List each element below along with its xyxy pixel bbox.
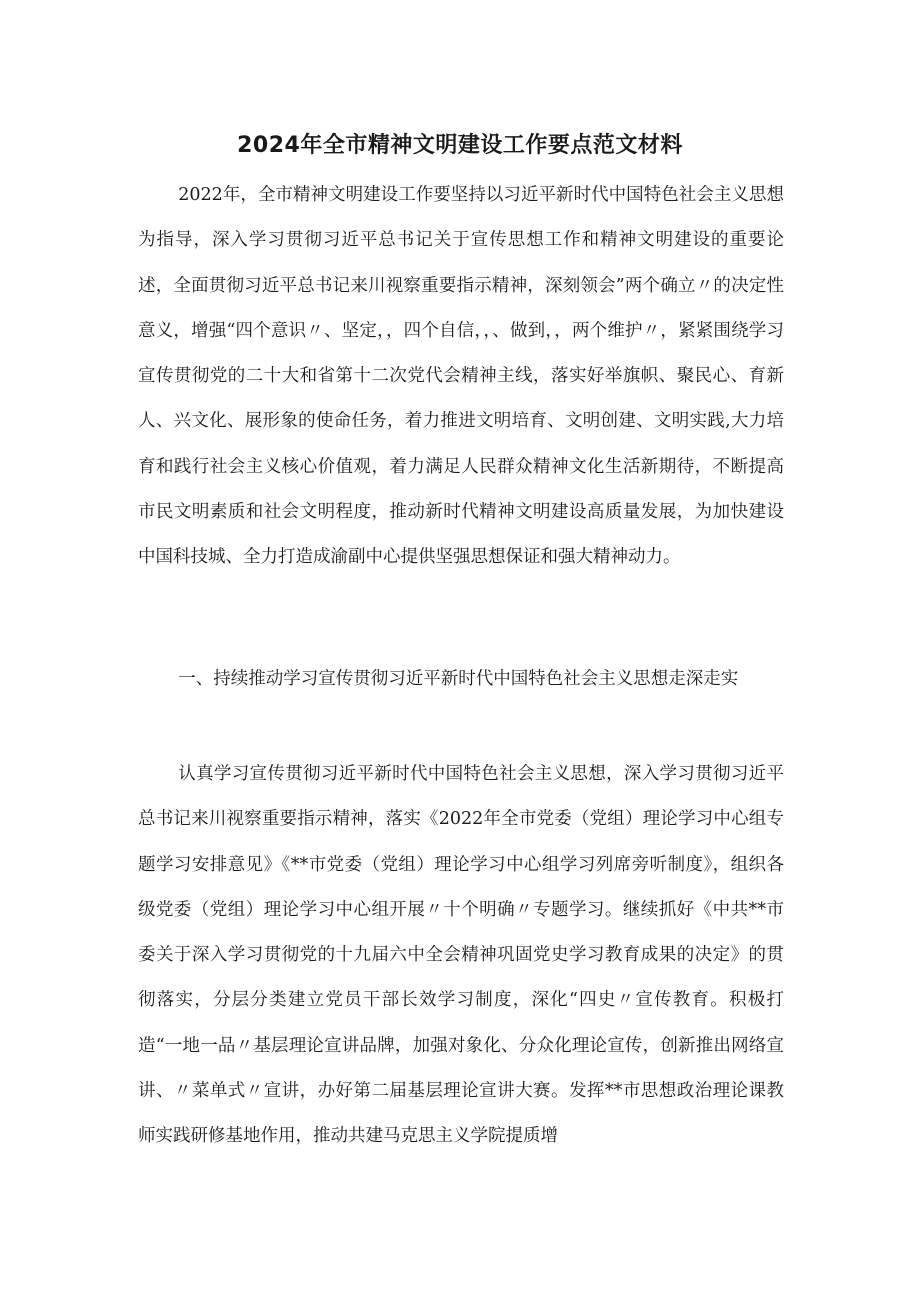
section-heading-1: 一、持续推动学习宣传贯彻习近平新时代中国特色社会主义思想走深走实 [178,669,739,689]
document-title: 2024年全市精神文明建设工作要点范文材料 [237,133,683,158]
section-1-paragraph: 认真学习宣传贯彻习近平新时代中国特色社会主义思想，深入学习贯彻习近平总书记来川视察重要指示精神，落实《2022年全市党委（党组）理论学习中心组专题学习安排意见》《**市党委（党组）理论学习中心组学习列席旁听制度》，组织各级党委（党组）理论学习中心组开展〃十个明确〃专题学习。继续抓好《中共**市委关于深入学习贯彻党的十九届六中全会精神巩固党史学习教育成果的决定》的贯彻落实，分层分类建立党员干部长效学习制度，深化“四史〃宣传教育。积极打造“一地一品〃基层理论宣讲品牌，加强对象化、分众化理论宣传，创新推出网络宣讲、〃菜单式〃宣讲，办好第二届基层理论宣讲大赛。发挥**市思想政治理论课教师实践研修基地作用，推动共建马克思主义学院提质增 [138,764,784,1147]
intro-paragraph: 2022年，全市精神文明建设工作要坚持以习近平新时代中国特色社会主义思想为指导，深入学习贯彻习近平总书记关于宣传思想工作和精神文明建设的重要论述，全面贯彻习近平总书记来川视察重要指示精神，深刻领会”两个确立〃的决定性意义，增强“四个意识〃、坚定，，四个自信，，、做到，，两个维护〃，紧紧围绕学习宣传贯彻党的二十大和省第十二次党代会精神主线，落实好举旗帜、聚民心、育新人、兴文化、展形象的使命任务，着力推进文明培育、文明创建、文明实践,大力培育和践行社会主义核心价值观，着力满足人民群众精神文化生活新期待，不断提高市民文明素质和社会文明程度，推动新时代精神文明建设高质量发展，为加快建设中国科技城、全力打造成渝副中心提供坚强思想保证和强大精神动力。 [138,185,784,568]
